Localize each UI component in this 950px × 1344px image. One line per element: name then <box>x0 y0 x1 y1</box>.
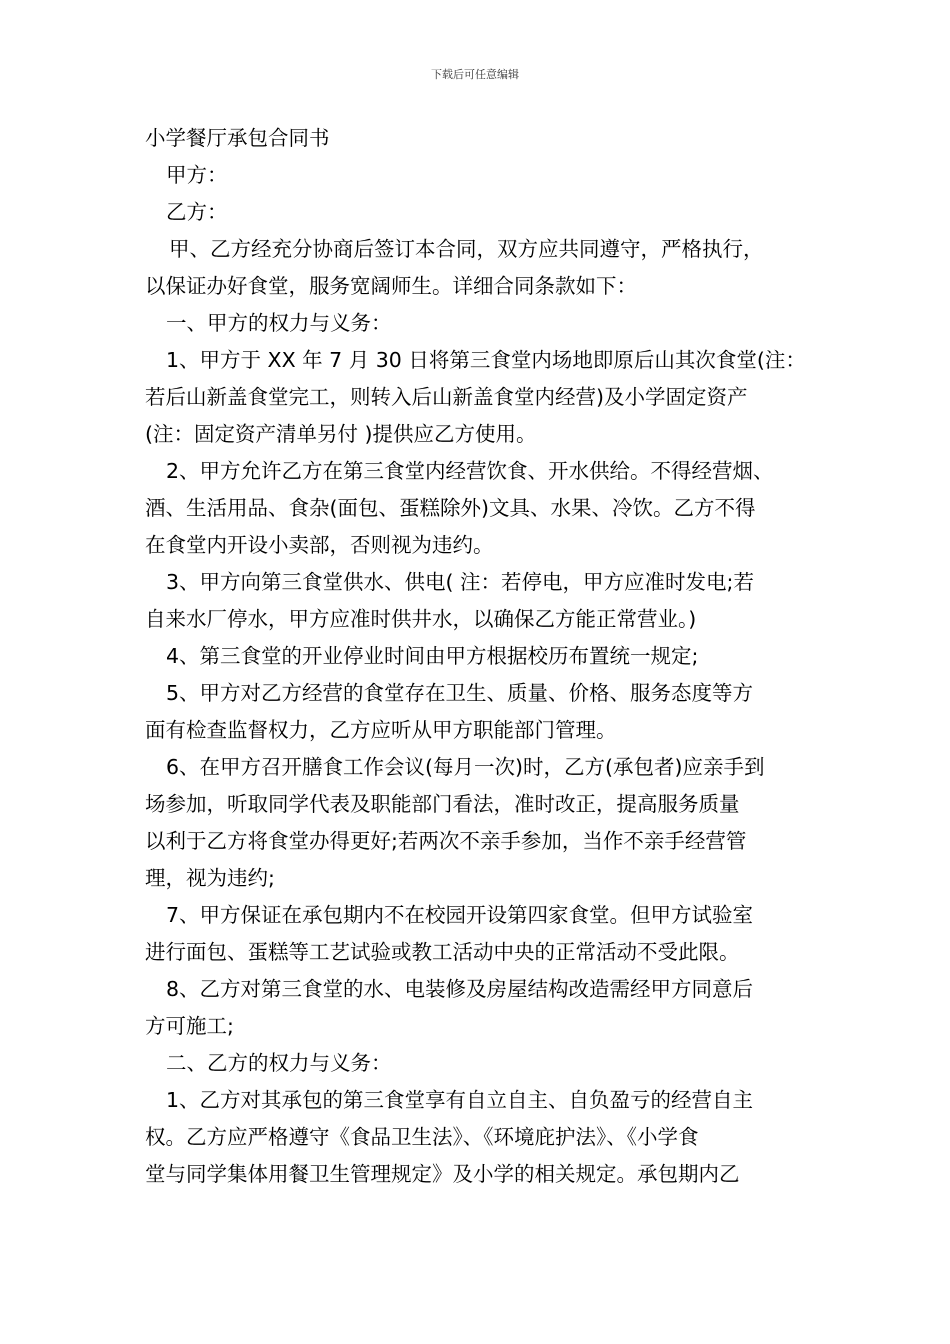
text-line: (注：固定资产清单另付 )提供应乙方使用。 <box>145 422 537 446</box>
document-body <box>145 120 825 1193</box>
text-line: 8、乙方对第三食堂的水、电装修及房屋结构改造需经甲方同意后 <box>166 977 754 1001</box>
text-line: 场参加，听取同学代表及职能部门看法，准时改正，提高服务质量 <box>145 792 740 816</box>
text-line: 4、第三食堂的开业停业时间由甲方根据校历布置统一规定; <box>166 644 699 668</box>
text-line: 甲方： <box>166 163 228 187</box>
text-line: 若后山新盖食堂完工，则转入后山新盖食堂内经营)及小学固定资产 <box>145 385 748 409</box>
page-header-note: 下载后可任意编辑 <box>431 68 519 81</box>
text-line: 以利于乙方将食堂办得更好;若两次不亲手参加，当作不亲手经营管 <box>145 829 747 853</box>
text-line: 酒、生活用品、食杂(面包、蛋糕除外)文具、水果、冷饮。乙方不得 <box>145 496 756 520</box>
text-line: 1、甲方于 XX 年 7 月 30 日将第三食堂内场地即原后山其次食堂(注： <box>166 348 806 372</box>
text-line: 方可施工; <box>145 1014 234 1038</box>
document-title: 小学餐厅承包合同书 <box>145 126 330 150</box>
text-line: 二、乙方的权力与义务： <box>166 1051 392 1075</box>
text-line: 堂与同学集体用餐卫生管理规定》及小学的相关规定。承包期内乙 <box>145 1162 740 1186</box>
text-line: 自来水厂停水，甲方应准时供井水，以确保乙方能正常营业。) <box>145 607 697 631</box>
text-line: 理，视为违约; <box>145 866 275 890</box>
text-line: 甲、乙方经充分协商后签订本合同，双方应共同遵守，严格执行， <box>169 237 764 261</box>
text-line: 面有检查监督权力，乙方应听从甲方职能部门管理。 <box>145 718 617 742</box>
text-line: 2、甲方允许乙方在第三食堂内经营饮食、开水供给。不得经营烟、 <box>166 459 774 483</box>
text-line: 7、甲方保证在承包期内不在校园开设第四家食堂。但甲方试验室 <box>166 903 754 927</box>
text-line: 以保证办好食堂，服务宽阔师生。详细合同条款如下： <box>145 274 637 298</box>
text-line: 进行面包、蛋糕等工艺试验或教工活动中央的正常活动不受此限。 <box>145 940 740 964</box>
text-line: 6、在甲方召开膳食工作会议(每月一次)时，乙方(承包者)应亲手到 <box>166 755 765 779</box>
text-line: 权。乙方应严格遵守《食品卫生法》、《环境庇护法》、《小学食 <box>145 1125 699 1149</box>
text-line: 乙方： <box>166 200 228 224</box>
text-line: 3、甲方向第三食堂供水、供电( 注：若停电，甲方应准时发电;若 <box>166 570 754 594</box>
text-line: 一、甲方的权力与义务： <box>166 311 392 335</box>
text-line: 1、乙方对其承包的第三食堂享有自立自主、自负盈亏的经营自主 <box>166 1088 754 1112</box>
text-line: 5、甲方对乙方经营的食堂存在卫生、质量、价格、服务态度等方 <box>166 681 754 705</box>
text-line: 在食堂内开设小卖部，否则视为违约。 <box>145 533 494 557</box>
